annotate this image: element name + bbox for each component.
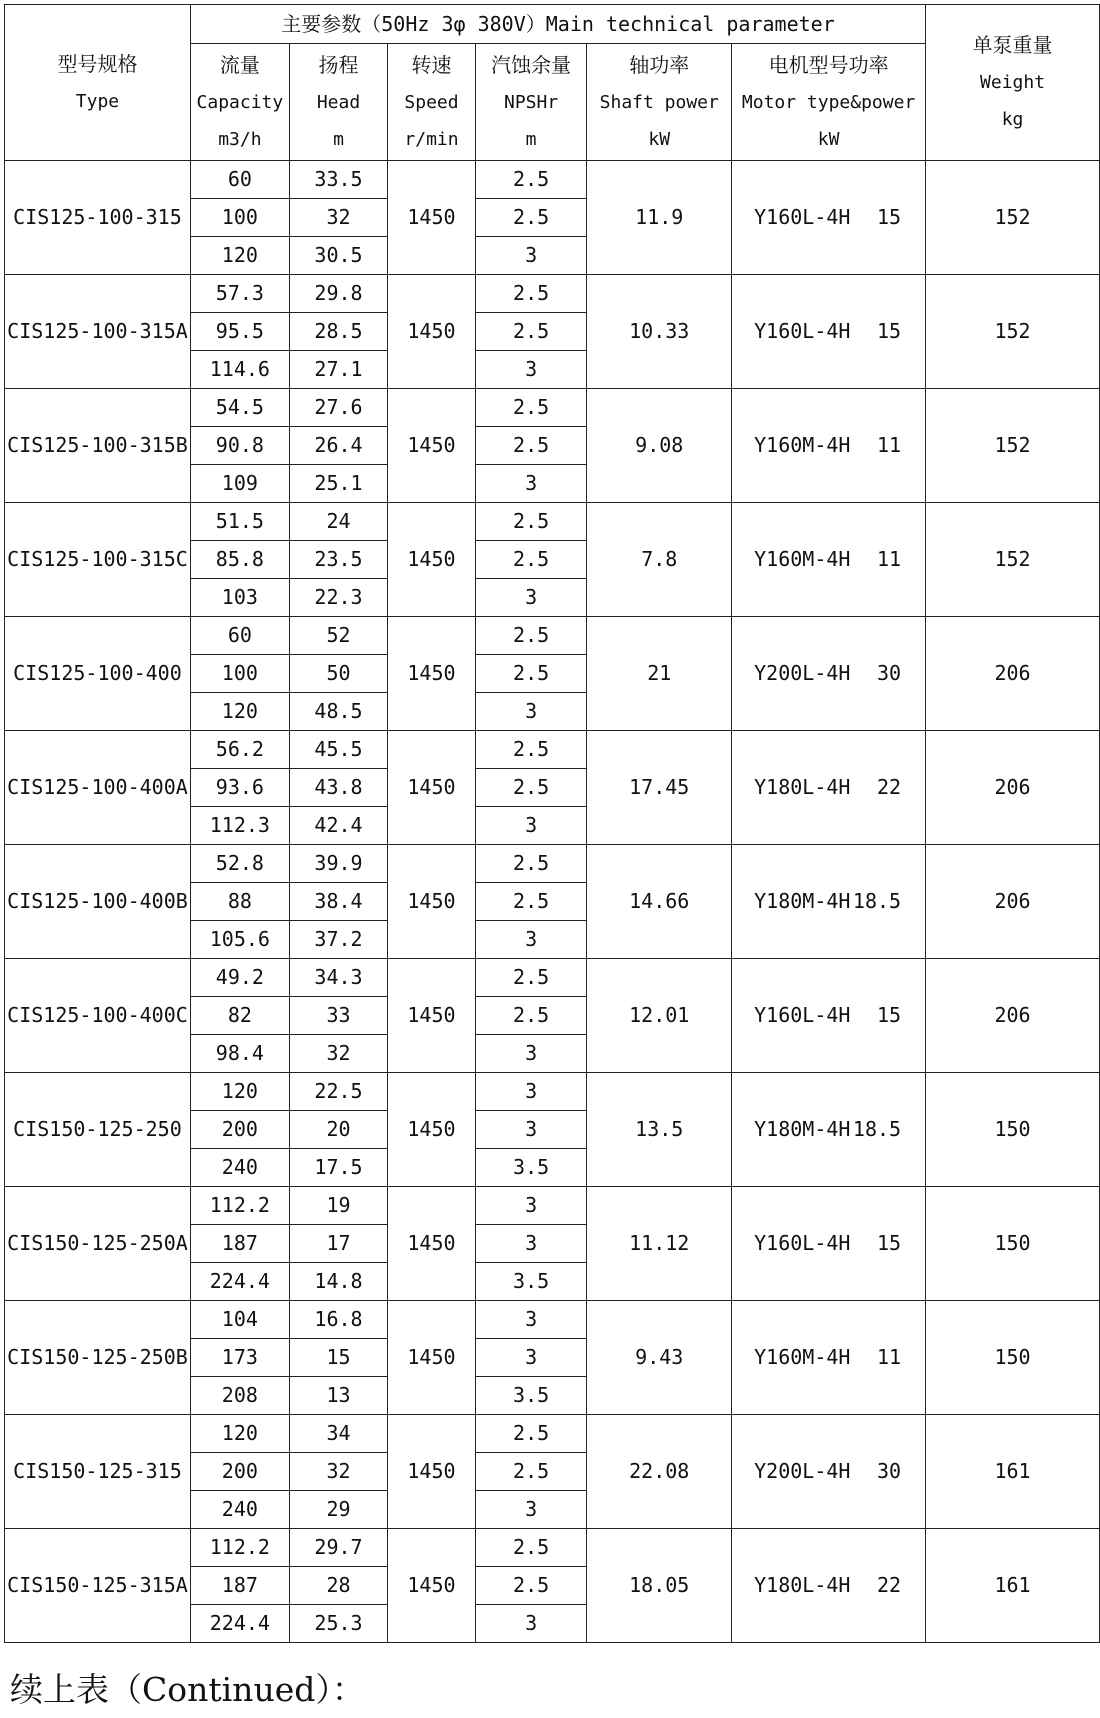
npshr-cell: 3 (475, 1301, 587, 1339)
motor-type: Y160M-4H (754, 547, 851, 571)
capacity-cell: 187 (190, 1567, 289, 1605)
head-cell: 32 (289, 1035, 387, 1073)
type-header-cn: 型号规格 (57, 51, 138, 76)
motor-type: Y200L-4H (754, 1459, 851, 1483)
head-cell: 42.4 (289, 807, 387, 845)
motor-power: 18.5 (852, 889, 902, 913)
speed-cell: 1450 (388, 1301, 476, 1415)
npshr-cell: 2.5 (475, 769, 587, 807)
capacity-cell: 103 (190, 579, 289, 617)
head-cell: 17 (289, 1225, 387, 1263)
motor-power: 15 (876, 1231, 902, 1255)
motor-cell (732, 1529, 926, 1643)
speed-cell: 1450 (388, 617, 476, 731)
weight-cell: 150 (926, 1301, 1100, 1415)
capacity-cell: 224.4 (190, 1605, 289, 1643)
speed-header (388, 44, 476, 161)
weight-cell: 150 (926, 1073, 1100, 1187)
weight-cell: 206 (926, 845, 1100, 959)
shaft-power-cell: 13.5 (587, 1073, 732, 1187)
head-cell: 29 (289, 1491, 387, 1529)
npshr-cell: 3 (475, 237, 587, 275)
capacity-header-cn: 流量 (219, 52, 260, 77)
weight-cell: 152 (926, 503, 1100, 617)
weight-cell: 206 (926, 617, 1100, 731)
table-row (5, 1415, 1100, 1453)
head-cell: 34.3 (289, 959, 387, 997)
motor-cell (732, 1073, 926, 1187)
npshr-cell: 3.5 (475, 1263, 587, 1301)
shaft-power-cell: 9.08 (587, 389, 732, 503)
shaft-power-cell: 11.9 (587, 161, 732, 275)
capacity-cell: 49.2 (190, 959, 289, 997)
model-type-cell: CIS150-125-250 (5, 1073, 191, 1187)
head-header (289, 44, 387, 161)
head-cell: 15 (289, 1339, 387, 1377)
motor-cell (732, 389, 926, 503)
capacity-cell: 60 (190, 161, 289, 199)
head-cell: 25.3 (289, 1605, 387, 1643)
motor-power: 30 (876, 1459, 902, 1483)
speed-header-unit: r/min (404, 128, 459, 150)
model-type-cell: CIS150-125-250B (5, 1301, 191, 1415)
main-parameter-title: 主要参数（50Hz 3φ 380V）Main technical parameter (190, 5, 925, 44)
capacity-header (190, 44, 289, 161)
head-header-unit: m (333, 128, 344, 150)
capacity-cell: 240 (190, 1149, 289, 1187)
model-type-cell: CIS125-100-400 (5, 617, 191, 731)
head-cell: 27.6 (289, 389, 387, 427)
weight-cell: 161 (926, 1529, 1100, 1643)
npshr-cell: 2.5 (475, 883, 587, 921)
weight-header (926, 5, 1100, 161)
shaft-power-cell: 14.66 (587, 845, 732, 959)
model-type-cell: CIS125-100-400B (5, 845, 191, 959)
speed-cell: 1450 (388, 731, 476, 845)
shaft-power-cell: 17.45 (587, 731, 732, 845)
npshr-cell: 3.5 (475, 1377, 587, 1415)
weight-cell: 161 (926, 1415, 1100, 1529)
motor-power: 11 (876, 547, 902, 571)
head-cell: 50 (289, 655, 387, 693)
head-cell: 48.5 (289, 693, 387, 731)
capacity-cell: 85.8 (190, 541, 289, 579)
head-header-cn: 扬程 (318, 52, 359, 77)
motor-cell (732, 731, 926, 845)
shaft-power-header-cn: 轴功率 (629, 52, 690, 77)
head-cell: 24 (289, 503, 387, 541)
weight-header-cn: 单泵重量 (972, 33, 1053, 57)
npshr-cell: 3 (475, 1225, 587, 1263)
motor-cell (732, 161, 926, 275)
capacity-cell: 95.5 (190, 313, 289, 351)
head-cell: 38.4 (289, 883, 387, 921)
pump-parameter-table (4, 4, 1100, 1643)
motor-type: Y160M-4H (754, 1345, 851, 1369)
motor-header-unit: kW (817, 128, 840, 150)
head-cell: 13 (289, 1377, 387, 1415)
npshr-cell: 3 (475, 1073, 587, 1111)
table-row (5, 275, 1100, 313)
npshr-cell: 3 (475, 1605, 587, 1643)
model-type-cell: CIS125-100-315C (5, 503, 191, 617)
table-row (5, 845, 1100, 883)
npshr-cell: 3 (475, 1187, 587, 1225)
head-cell: 28 (289, 1567, 387, 1605)
continued-note: 续上表（Continued）： (10, 1670, 365, 1709)
head-cell: 25.1 (289, 465, 387, 503)
npshr-cell: 3 (475, 693, 587, 731)
capacity-cell: 224.4 (190, 1263, 289, 1301)
table-row (5, 1073, 1100, 1111)
head-cell: 30.5 (289, 237, 387, 275)
motor-power: 15 (876, 205, 902, 229)
weight-header-unit: kg (1001, 109, 1024, 130)
model-type-cell: CIS125-100-315B (5, 389, 191, 503)
motor-power: 18.5 (852, 1117, 902, 1141)
weight-cell: 150 (926, 1187, 1100, 1301)
capacity-cell: 82 (190, 997, 289, 1035)
head-cell: 23.5 (289, 541, 387, 579)
speed-cell: 1450 (388, 503, 476, 617)
speed-cell: 1450 (388, 1073, 476, 1187)
table-row (5, 731, 1100, 769)
motor-cell (732, 845, 926, 959)
npshr-cell: 2.5 (475, 275, 587, 313)
capacity-cell: 56.2 (190, 731, 289, 769)
capacity-cell: 105.6 (190, 921, 289, 959)
npshr-cell: 2.5 (475, 845, 587, 883)
capacity-header-unit: m3/h (218, 128, 262, 150)
capacity-header-en: Capacity (196, 91, 284, 113)
head-cell: 29.8 (289, 275, 387, 313)
model-type-cell: CIS125-100-315A (5, 275, 191, 389)
motor-cell (732, 1187, 926, 1301)
speed-cell: 1450 (388, 161, 476, 275)
table-row (5, 1529, 1100, 1567)
npshr-cell: 3 (475, 579, 587, 617)
capacity-cell: 98.4 (190, 1035, 289, 1073)
speed-cell: 1450 (388, 1415, 476, 1529)
head-cell: 17.5 (289, 1149, 387, 1187)
weight-cell: 152 (926, 161, 1100, 275)
motor-type: Y180L-4H (754, 775, 851, 799)
motor-type: Y160M-4H (754, 433, 851, 457)
shaft-power-header-unit: kW (648, 128, 671, 150)
capacity-cell: 112.3 (190, 807, 289, 845)
head-cell: 22.3 (289, 579, 387, 617)
npshr-cell: 2.5 (475, 541, 587, 579)
capacity-cell: 52.8 (190, 845, 289, 883)
motor-cell (732, 275, 926, 389)
npshr-cell: 2.5 (475, 161, 587, 199)
weight-cell: 152 (926, 389, 1100, 503)
motor-type: Y160L-4H (754, 319, 851, 343)
head-cell: 26.4 (289, 427, 387, 465)
shaft-power-header (587, 44, 732, 161)
npshr-cell: 2.5 (475, 389, 587, 427)
npshr-cell: 2.5 (475, 313, 587, 351)
npshr-cell: 2.5 (475, 617, 587, 655)
motor-power: 15 (876, 319, 902, 343)
npshr-cell: 3 (475, 921, 587, 959)
npshr-cell: 2.5 (475, 1453, 587, 1491)
head-cell: 29.7 (289, 1529, 387, 1567)
model-type-cell: CIS150-125-315A (5, 1529, 191, 1643)
shaft-power-cell: 9.43 (587, 1301, 732, 1415)
motor-power: 15 (876, 1003, 902, 1027)
capacity-cell: 112.2 (190, 1529, 289, 1567)
capacity-cell: 200 (190, 1111, 289, 1149)
motor-power: 22 (876, 775, 902, 799)
motor-header-cn: 电机型号功率 (768, 52, 889, 77)
speed-cell: 1450 (388, 959, 476, 1073)
head-cell: 39.9 (289, 845, 387, 883)
npshr-cell: 2.5 (475, 731, 587, 769)
motor-type: Y160L-4H (754, 1003, 851, 1027)
capacity-cell: 173 (190, 1339, 289, 1377)
head-header-en: Head (316, 91, 361, 113)
motor-type: Y180M-4H (754, 1117, 851, 1141)
capacity-cell: 60 (190, 617, 289, 655)
npshr-cell: 3 (475, 1339, 587, 1377)
motor-type: Y200L-4H (754, 661, 851, 685)
head-cell: 14.8 (289, 1263, 387, 1301)
motor-power: 11 (876, 433, 902, 457)
speed-cell: 1450 (388, 845, 476, 959)
motor-header-en: Motor type&power (741, 91, 916, 113)
capacity-cell: 90.8 (190, 427, 289, 465)
shaft-power-cell: 22.08 (587, 1415, 732, 1529)
model-type-cell: CIS150-125-250A (5, 1187, 191, 1301)
npshr-cell: 2.5 (475, 997, 587, 1035)
weight-cell: 152 (926, 275, 1100, 389)
capacity-cell: 112.2 (190, 1187, 289, 1225)
capacity-cell: 93.6 (190, 769, 289, 807)
shaft-power-header-en: Shaft power (599, 91, 719, 113)
motor-cell (732, 617, 926, 731)
capacity-cell: 187 (190, 1225, 289, 1263)
shaft-power-cell: 12.01 (587, 959, 732, 1073)
motor-power: 30 (876, 661, 902, 685)
motor-type: Y160L-4H (754, 205, 851, 229)
shaft-power-cell: 11.12 (587, 1187, 732, 1301)
npshr-cell: 3.5 (475, 1149, 587, 1187)
weight-cell: 206 (926, 959, 1100, 1073)
npshr-cell: 2.5 (475, 199, 587, 237)
shaft-power-cell: 18.05 (587, 1529, 732, 1643)
npshr-cell: 2.5 (475, 503, 587, 541)
head-cell: 45.5 (289, 731, 387, 769)
type-header-en: Type (75, 90, 120, 112)
npshr-cell: 2.5 (475, 1415, 587, 1453)
capacity-cell: 120 (190, 1073, 289, 1111)
head-cell: 52 (289, 617, 387, 655)
motor-power: 22 (876, 1573, 902, 1597)
speed-cell: 1450 (388, 389, 476, 503)
speed-header-en: Speed (404, 91, 459, 113)
motor-cell (732, 959, 926, 1073)
npshr-cell: 2.5 (475, 655, 587, 693)
npshr-cell: 2.5 (475, 427, 587, 465)
motor-header (732, 44, 926, 161)
head-cell: 32 (289, 199, 387, 237)
model-type-cell: CIS150-125-315 (5, 1415, 191, 1529)
motor-type: Y180M-4H (754, 889, 851, 913)
motor-cell (732, 1301, 926, 1415)
capacity-cell: 120 (190, 1415, 289, 1453)
capacity-cell: 200 (190, 1453, 289, 1491)
head-cell: 32 (289, 1453, 387, 1491)
table-row (5, 503, 1100, 541)
npshr-header (475, 44, 587, 161)
table-row (5, 1301, 1100, 1339)
npshr-cell: 2.5 (475, 1567, 587, 1605)
capacity-cell: 240 (190, 1491, 289, 1529)
model-type-cell: CIS125-100-400A (5, 731, 191, 845)
head-cell: 37.2 (289, 921, 387, 959)
npshr-cell: 3 (475, 1111, 587, 1149)
table-row (5, 161, 1100, 199)
npshr-cell: 3 (475, 1491, 587, 1529)
motor-cell (732, 503, 926, 617)
motor-power: 11 (876, 1345, 902, 1369)
npshr-cell: 3 (475, 1035, 587, 1073)
capacity-cell: 114.6 (190, 351, 289, 389)
shaft-power-cell: 10.33 (587, 275, 732, 389)
capacity-cell: 54.5 (190, 389, 289, 427)
npshr-cell: 2.5 (475, 959, 587, 997)
speed-cell: 1450 (388, 275, 476, 389)
head-cell: 22.5 (289, 1073, 387, 1111)
npshr-header-unit: m (525, 128, 537, 150)
head-cell: 20 (289, 1111, 387, 1149)
capacity-cell: 120 (190, 693, 289, 731)
head-cell: 16.8 (289, 1301, 387, 1339)
weight-header-en: Weight (980, 72, 1046, 93)
head-cell: 34 (289, 1415, 387, 1453)
capacity-cell: 57.3 (190, 275, 289, 313)
head-cell: 28.5 (289, 313, 387, 351)
motor-type: Y160L-4H (754, 1231, 851, 1255)
table-row (5, 1187, 1100, 1225)
speed-cell: 1450 (388, 1529, 476, 1643)
capacity-cell: 208 (190, 1377, 289, 1415)
capacity-cell: 100 (190, 199, 289, 237)
head-cell: 33 (289, 997, 387, 1035)
speed-header-cn: 转速 (411, 52, 452, 77)
table-row (5, 617, 1100, 655)
shaft-power-cell: 7.8 (587, 503, 732, 617)
speed-cell: 1450 (388, 1187, 476, 1301)
shaft-power-cell: 21 (587, 617, 732, 731)
head-cell: 33.5 (289, 161, 387, 199)
model-type-cell: CIS125-100-400C (5, 959, 191, 1073)
capacity-cell: 51.5 (190, 503, 289, 541)
weight-cell: 206 (926, 731, 1100, 845)
head-cell: 43.8 (289, 769, 387, 807)
head-cell: 19 (289, 1187, 387, 1225)
npshr-cell: 3 (475, 465, 587, 503)
capacity-cell: 88 (190, 883, 289, 921)
npshr-cell: 2.5 (475, 1529, 587, 1567)
model-type-cell: CIS125-100-315 (5, 161, 191, 275)
head-cell: 27.1 (289, 351, 387, 389)
capacity-cell: 104 (190, 1301, 289, 1339)
npshr-header-en: NPSHr (504, 91, 559, 113)
table-row (5, 959, 1100, 997)
table-row (5, 389, 1100, 427)
motor-cell (732, 1415, 926, 1529)
motor-type: Y180L-4H (754, 1573, 851, 1597)
capacity-cell: 120 (190, 237, 289, 275)
npshr-cell: 3 (475, 807, 587, 845)
capacity-cell: 109 (190, 465, 289, 503)
npshr-cell: 3 (475, 351, 587, 389)
capacity-cell: 100 (190, 655, 289, 693)
type-header (5, 5, 191, 161)
npshr-header-cn: 汽蚀余量 (491, 52, 572, 77)
